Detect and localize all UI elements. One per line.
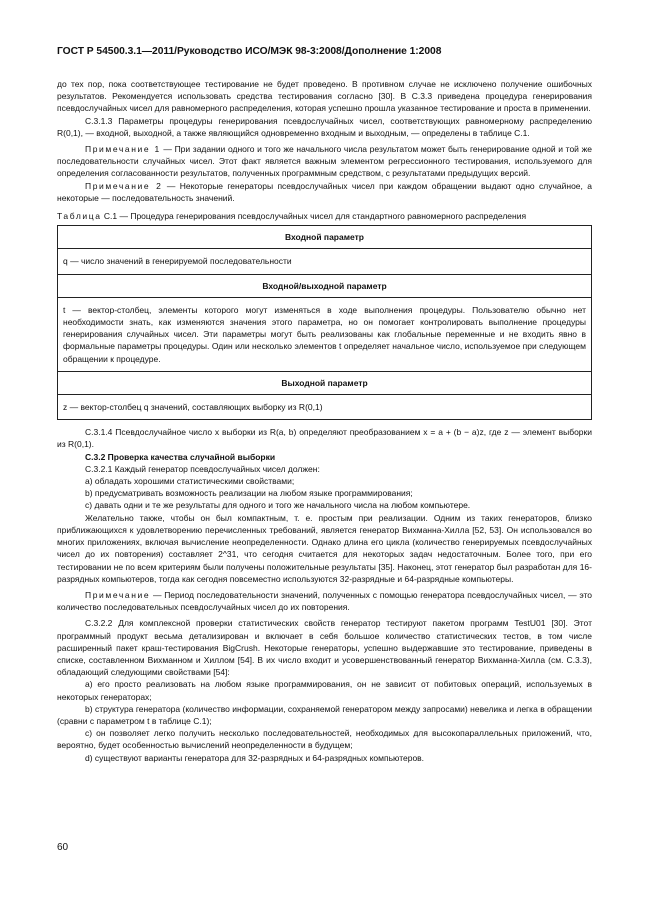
note-3-label: Примечание — [85, 589, 151, 600]
list-item: d) существуют варианты генератора для 32-разрядных и 64-разрядных компьютеров. — [85, 752, 425, 763]
paragraph-c314: С.3.1.4 Псевдослучайное число x выборки из R(a, b) определяют преобразованием x = a + (b − a)z, где z — элемент выборки из R(0,1). — [57, 427, 592, 450]
page-header: ГОСТ Р 54500.3.1—2011/Руководство ИСО/МЭК 98-3:2008/Дополнение 1:2008 — [57, 46, 442, 57]
note-2-text: — Некоторые генераторы псевдослучайных чисел при каждом обращении выдают одно случайное, а некоторые — последовательность значений. — [57, 180, 592, 203]
note-2-label: Примечание 2 — [85, 180, 163, 191]
table-header-inout: Входной/выходной параметр — [58, 274, 592, 297]
note-1-text: — При задании одного и того же начального числа результатом может быть генерирование одной и той же последовательности случайных чисел. Этот факт является важным элементом регрессионного тестирования, используемого для определения согласованности результатов, полученных программным средством, с результатами предыдущих версий. — [57, 144, 592, 179]
table-header-output: Выходной параметр — [58, 371, 592, 394]
page-number: 60 — [57, 842, 69, 853]
table-caption-label: Таблица — [57, 211, 102, 222]
table-header-input: Входной параметр — [58, 226, 592, 249]
note-1 — [57, 143, 592, 180]
table-row-output: z — вектор-столбец q значений, составляющих выборку из R(0,1) — [58, 395, 592, 420]
table-caption-text: С.1 — Процедура генерирования псевдослучайных чисел для стандартного равномерного распределения — [101, 211, 527, 222]
list-item: с) давать одни и те же результаты для одного и того же начального числа на любом компьютере. — [85, 500, 471, 511]
list-item: с) он позволяет легко получить несколько последовательностей, необходимых для высокопараллельных приложений, что, вероятно, будет особенностью вычислений неопределенности в будущем; — [57, 728, 592, 751]
table-row-inout: t — вектор-столбец, элементы которого могут изменяться в ходе выполнения процедуры. Пользователю обычно нет необходимости знать, как изменяются значения этого параметра, но он помогает контролировать выполнение процедуры генерирования случайных чисел. Эти параметры могут быть реализованы как глобальные переменные и не входить явно в формальные параметры процедуры. Один или несколько элементов t определяет начальное число, используемое при следующем обращении к процедуре. — [58, 297, 592, 371]
paragraph-c313: С.3.1.3 Параметры процедуры генерирования псевдослучайных чисел, соответствующих равномерному распределению R(0,1), — входной, выходной, а также являющийся одновременно входным и выходным, — определены в таблице С.1. — [57, 115, 592, 138]
list-item: b) структура генератора (количество информации, сохраняемой генератором между запросами) невелика и легка в обращении (сравни с параметром t в таблице С.1); — [57, 703, 592, 726]
note-3-text: — Период последовательности значений, полученных с помощью генератора псевдослучайных чисел, — это количество последовательных псевдослучайных чисел до их повторения. — [57, 589, 592, 613]
paragraph-generator: Желательно также, чтобы он был компактным, т. е. простым при реализации. Одним из таких генераторов, близко приближающихся к удовлетворению перечисленных требований, является генератор Вихманна-Хилла [52, 53]. Он использовался во многих приложениях, включая вычисление неопределенности. Однако длина его цикла (количество генерируемых псевдослучайных чисел до их повторения) составляет 2^31, что сегодня считается для некоторых задач недостаточным. Более того, при его тестировании не по всем критериям были получены положительные результаты [35]. Наконец, этот генератор был разработан для 16-разрядных компьютеров, тогда как сегодня повсеместно используются 32-разрядные и 64-разрядные компьютеры. — [57, 512, 592, 584]
page-content — [57, 78, 592, 764]
paragraph-c321: С.3.2.1 Каждый генератор псевдослучайных чисел должен: — [85, 463, 320, 474]
paragraph-c322: С.3.2.2 Для комплексной проверки статистических свойств генератор тестируют пакетом программ TestU01 [30]. Этот программный продукт весьма детализирован и включает в себя большое количество статистических тестов, в том числе расширенный пакет краш-тестирования BigCrush. Некоторые генераторы, успешно выдержавшие это тестирование, приведены в списке, составленном Вихманном и Хиллом [54]. В их число входит и усовершенствованный генератор Вихманна-Хилла (см. С.3.3), обладающий следующими свойствами [54]: — [57, 618, 592, 678]
note-3 — [57, 589, 592, 613]
note-1-label: Примечание 1 — [85, 144, 161, 155]
note-2 — [57, 180, 592, 204]
paragraph-continuation: до тех пор, пока соответствующее тестирование не будет проведено. В противном случае не исключено получение ошибочных результатов. Рекомендуется использовать средства тестирования согласно [30]. В С.3.3 приведена процедура генерирования псевдослучайных чисел для равномерного распределения, которая успешно прошла указанное тестирование и проста в применении. — [57, 79, 592, 114]
section-heading-c32: С.3.2 Проверка качества случайной выборки — [85, 451, 276, 462]
list-item: b) предусматривать возможность реализации на любом языке программирования; — [85, 488, 413, 499]
table-row-input: q — число значений в генерируемой последовательности — [58, 249, 592, 274]
parameters-table — [57, 225, 592, 420]
table-caption — [57, 210, 592, 222]
list-item: а) его просто реализовать на любом языке программирования, он не зависит от побитовых операций, используемых в некоторых генераторах; — [57, 679, 592, 702]
list-item: а) обладать хорошими статистическими свойствами; — [85, 476, 295, 487]
